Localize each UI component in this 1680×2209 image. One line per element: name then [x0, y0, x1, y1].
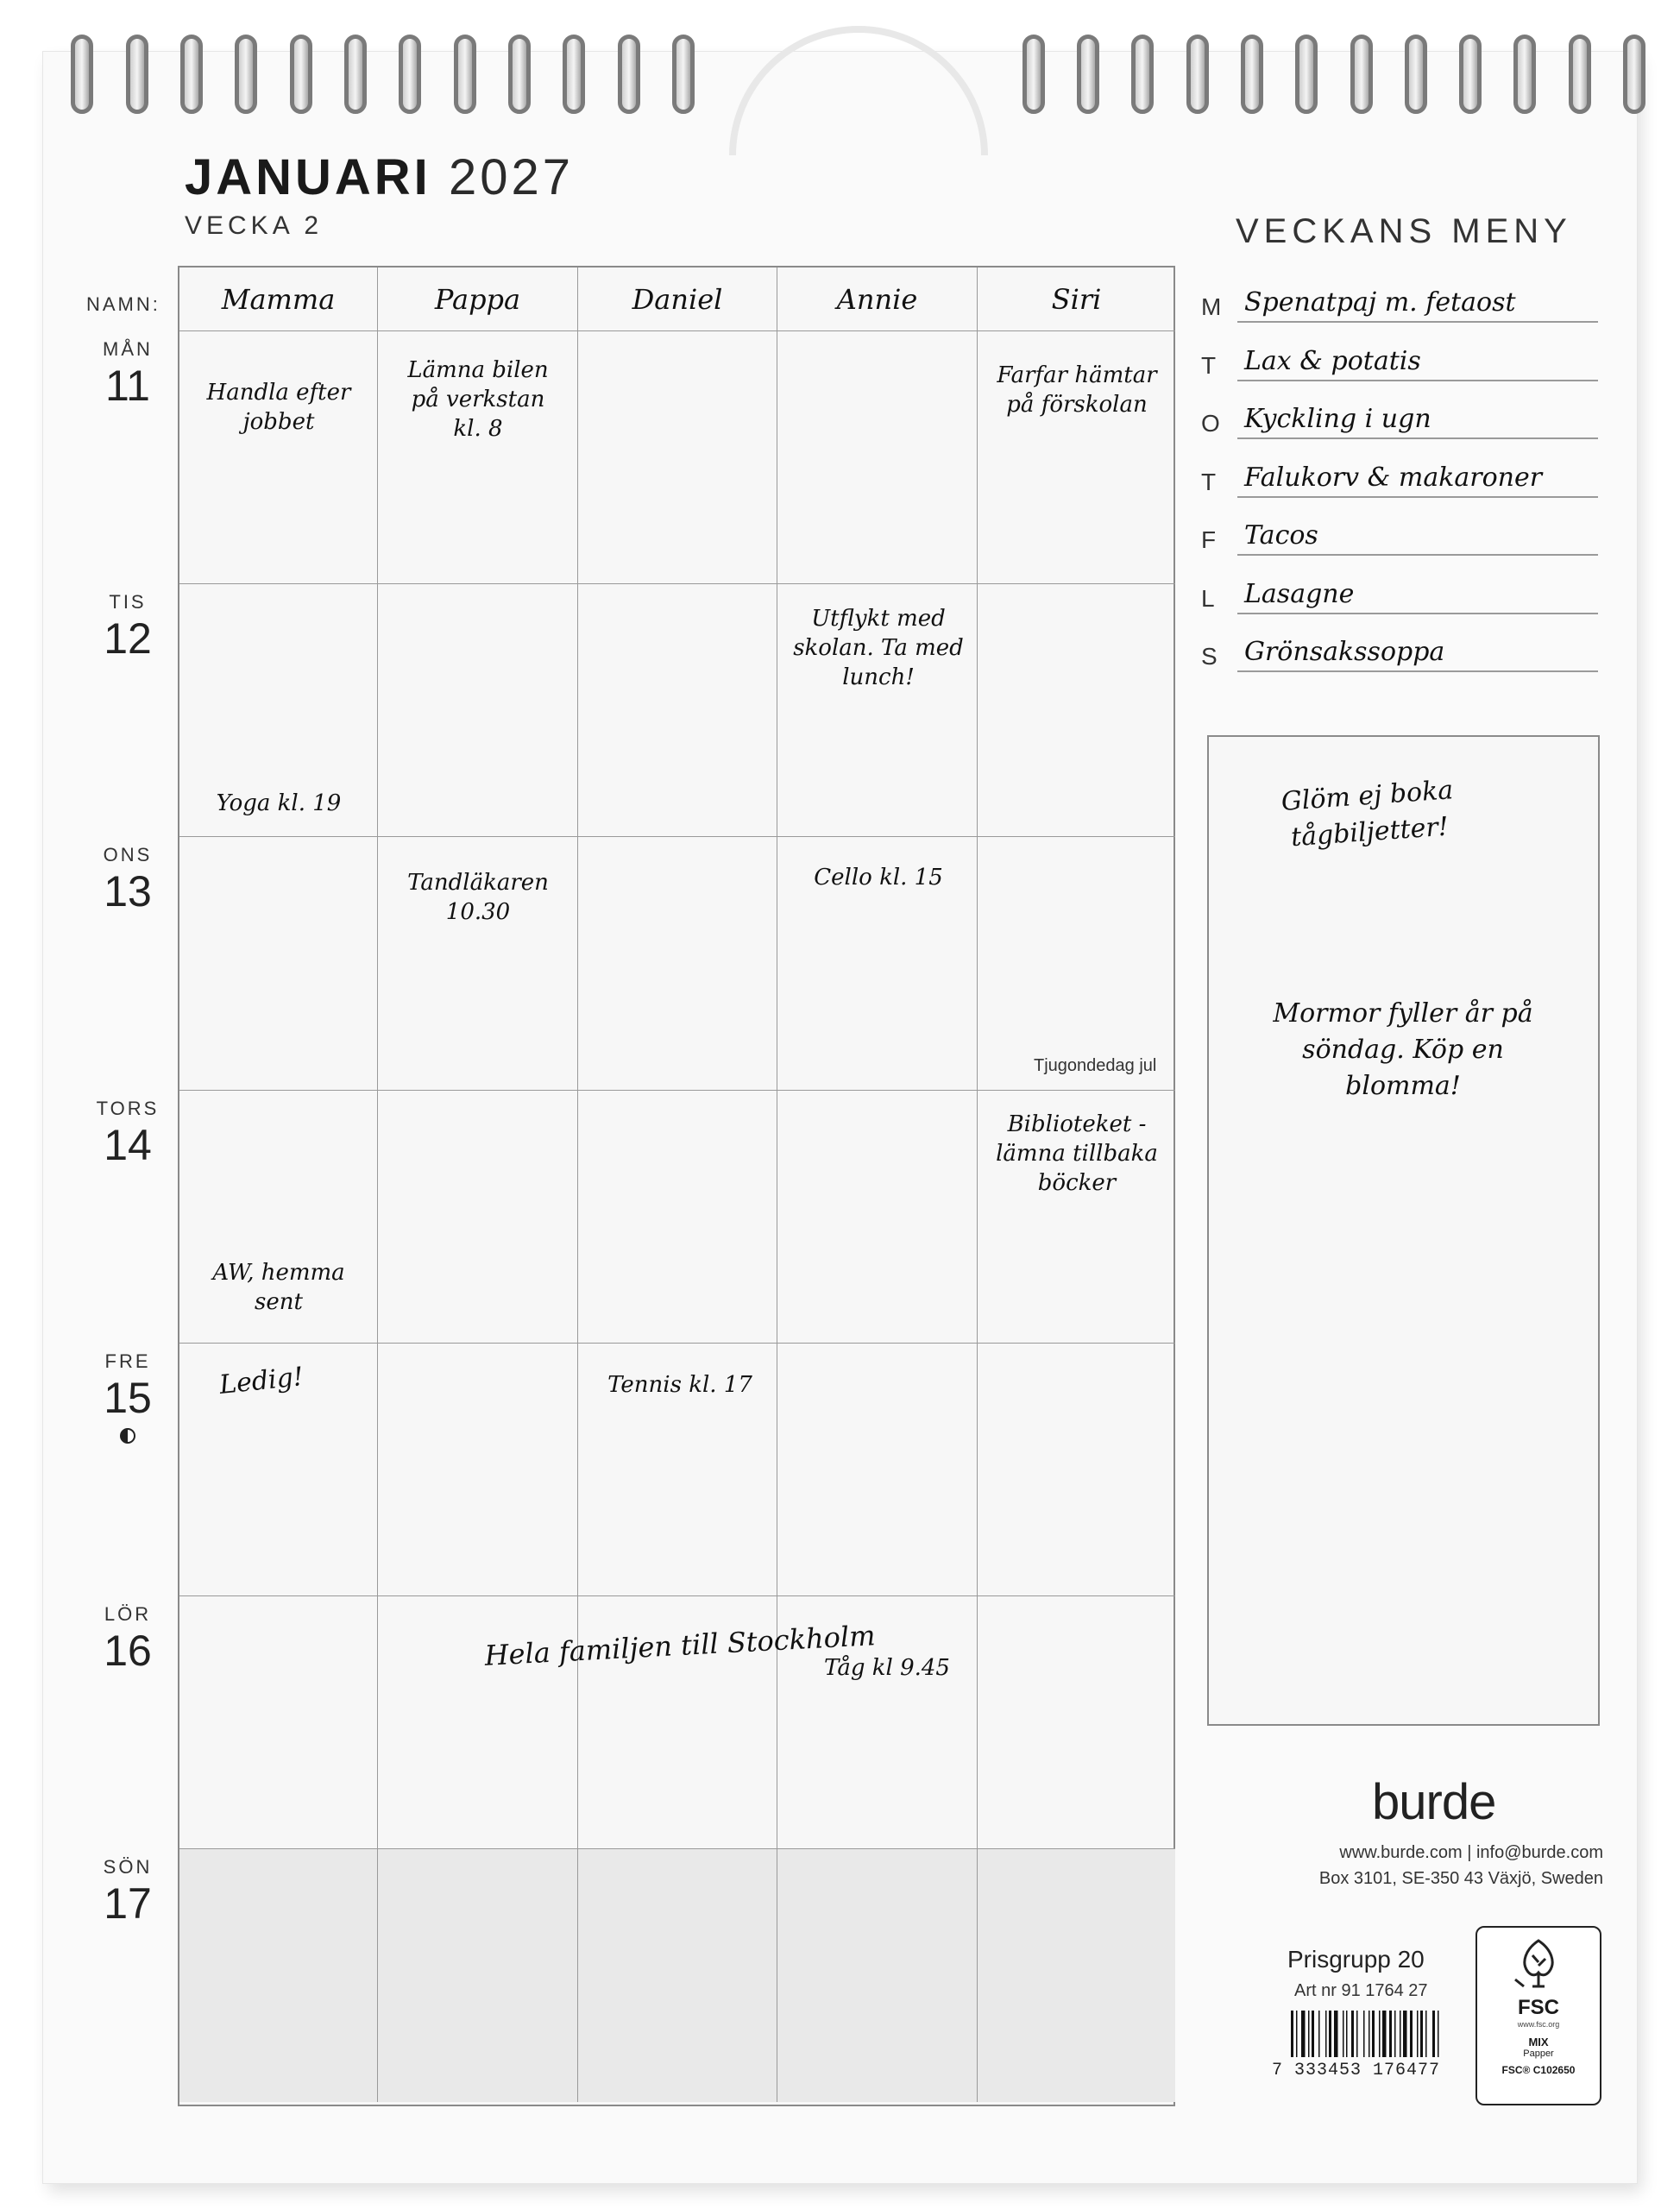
day-cell[interactable]: [378, 1091, 578, 1344]
barcode-bar: [1334, 2011, 1338, 2057]
day-cell[interactable]: [978, 837, 1175, 1090]
spiral-coil: [1077, 35, 1099, 114]
menu-row[interactable]: [1201, 347, 1598, 381]
ean-number: 7 333453 176477: [1272, 2061, 1441, 2080]
fsc-badge: [1476, 1926, 1601, 2105]
barcode-bar: [1301, 2011, 1306, 2057]
spiral-coil: [1623, 35, 1645, 114]
day-cell[interactable]: [378, 1849, 578, 2102]
day-cell[interactable]: [777, 1849, 978, 2102]
menu-dish: Lax & potatis: [1244, 345, 1421, 376]
spiral-coil: [290, 35, 312, 114]
barcode-bar: [1318, 2011, 1320, 2057]
day-cell[interactable]: [578, 1849, 777, 2102]
day-name: FRE: [104, 1350, 151, 1372]
price-group: Prisgrupp 20: [1287, 1946, 1425, 1973]
barcode-bar: [1291, 2011, 1293, 2057]
note-tue-mamma[interactable]: Yoga kl. 19: [216, 790, 342, 816]
spiral-coil: [563, 35, 585, 114]
day-cell[interactable]: [179, 837, 378, 1090]
day-cell[interactable]: [578, 331, 777, 584]
menu-row[interactable]: [1201, 638, 1598, 672]
day-cell[interactable]: [378, 584, 578, 837]
holiday-label: Tjugondedag jul: [1034, 1056, 1157, 1075]
spiral-coil: [399, 35, 421, 114]
day-date: 15: [104, 1373, 152, 1422]
menu-line: [1237, 380, 1598, 381]
day-date: 17: [104, 1879, 152, 1929]
month-label: JANUARI: [185, 149, 431, 205]
menu-line: [1237, 613, 1598, 614]
menu-line: [1237, 321, 1598, 323]
week-grid: [178, 266, 1175, 2106]
day-cell[interactable]: [578, 1091, 777, 1344]
day-name: ONS: [103, 844, 153, 866]
hanger-hook: [729, 26, 988, 155]
day-date: 11: [105, 362, 150, 410]
week-label: VECKA 2: [185, 211, 324, 240]
spiral-coil: [454, 35, 476, 114]
day-cell[interactable]: [777, 1091, 978, 1344]
note-mon-siri[interactable]: Farfar hämtar på förskolan: [997, 362, 1157, 418]
fsc-tree-icon: [1508, 1936, 1569, 1988]
menu-day-letter: T: [1201, 351, 1217, 379]
menu-row[interactable]: [1201, 288, 1598, 323]
day-cell[interactable]: [378, 1344, 578, 1596]
article-number: Art nr 91 1764 27: [1294, 1981, 1428, 2000]
barcode-bar: [1325, 2011, 1327, 2057]
spiral-coil: [344, 35, 367, 114]
spiral-coil: [672, 35, 695, 114]
barcode-bar: [1372, 2011, 1375, 2057]
barcode-bar: [1343, 2011, 1344, 2057]
barcode-bar: [1296, 2011, 1298, 2057]
column-header-pappa: Pappa: [378, 267, 578, 331]
side-note-tickets[interactable]: Glöm ej boka tågbiljetter!: [1280, 775, 1455, 853]
barcode-bar: [1369, 2011, 1370, 2057]
spiral-coil: [1131, 35, 1154, 114]
day-label: [85, 844, 171, 916]
spiral-coil: [235, 35, 257, 114]
fsc-mix: MIX: [1528, 2036, 1549, 2049]
day-cell[interactable]: [578, 837, 777, 1090]
page-title: [185, 148, 574, 206]
fsc-url: www.fsc.org: [1517, 2020, 1560, 2029]
spiral-coil: [1186, 35, 1209, 114]
notes-box: [1207, 735, 1600, 1726]
barcode-bar: [1363, 2011, 1365, 2057]
barcode-bar: [1329, 2011, 1331, 2057]
day-cell[interactable]: [978, 1596, 1175, 1849]
barcode-bar: [1432, 2011, 1435, 2057]
note-sat-train[interactable]: Tåg kl 9.45: [824, 1655, 950, 1681]
barcode-bar: [1420, 2011, 1423, 2057]
spiral-coil: [180, 35, 203, 114]
menu-dish: Kyckling i ugn: [1244, 404, 1431, 434]
brand-logo: burde: [1372, 1774, 1496, 1830]
day-cell[interactable]: [179, 1596, 378, 1849]
barcode-bar: [1351, 2011, 1354, 2057]
barcode-bar: [1346, 2011, 1348, 2057]
day-label: [85, 1350, 171, 1448]
menu-day-letter: M: [1201, 293, 1222, 320]
menu-line: [1237, 437, 1598, 439]
column-header-siri: Siri: [978, 267, 1175, 331]
note-wed-annie[interactable]: Cello kl. 15: [814, 865, 943, 891]
note-wed-pappa[interactable]: Tandläkaren 10.30: [407, 870, 549, 925]
day-name: TIS: [109, 591, 147, 614]
day-date: 12: [104, 614, 152, 664]
spiral-coil: [618, 35, 640, 114]
day-cell[interactable]: [978, 1344, 1175, 1596]
menu-row[interactable]: [1201, 405, 1598, 439]
menu-row[interactable]: [1201, 521, 1598, 556]
spiral-coil: [1513, 35, 1536, 114]
barcode-bar: [1356, 2011, 1358, 2057]
barcode-bar: [1308, 2011, 1310, 2057]
day-label: [85, 591, 171, 664]
barcode-icon: [1289, 2011, 1488, 2057]
fsc-code: FSC® C102650: [1501, 2064, 1576, 2076]
menu-title: VECKANS MENY: [1236, 212, 1572, 250]
contact-line-1: www.burde.com | info@burde.com: [1339, 1843, 1603, 1862]
day-cell[interactable]: [777, 331, 978, 584]
day-cell[interactable]: [978, 584, 1175, 837]
note-tue-annie[interactable]: Utflykt med skolan. Ta med lunch!: [793, 606, 964, 690]
spiral-coil: [1459, 35, 1482, 114]
spiral-coil: [1350, 35, 1373, 114]
note-mon-mamma[interactable]: Handla efter jobbet: [206, 380, 351, 435]
barcode-bar: [1403, 2011, 1407, 2057]
barcode-bar: [1410, 2011, 1413, 2057]
day-name: LÖR: [104, 1603, 152, 1625]
column-header-daniel: Daniel: [578, 267, 777, 331]
day-date: 14: [104, 1120, 152, 1169]
year-label: 2027: [448, 149, 574, 205]
note-thu-siri[interactable]: Biblioteket - lämna tillbaka böcker: [996, 1111, 1158, 1196]
barcode-bar: [1394, 2011, 1396, 2057]
barcode-bar: [1438, 2011, 1439, 2057]
spiral-coil: [1022, 35, 1045, 114]
menu-line: [1237, 496, 1598, 498]
day-cell[interactable]: [978, 1849, 1175, 2102]
day-cell[interactable]: [378, 1596, 578, 1849]
day-cell[interactable]: [179, 331, 378, 584]
title-block: [185, 148, 574, 241]
menu-day-letter: O: [1201, 410, 1220, 437]
menu-day-letter: S: [1201, 643, 1218, 670]
column-header-mamma: Mamma: [179, 267, 378, 331]
barcode-bar: [1425, 2011, 1427, 2057]
contact-info: [1275, 1840, 1603, 1891]
side-note-birthday[interactable]: Mormor fyller år på söndag. Köp en blomma!: [1273, 998, 1533, 1101]
menu-dish: Lasagne: [1244, 578, 1355, 609]
day-cell[interactable]: [179, 1849, 378, 2102]
barcode-bar: [1312, 2011, 1314, 2057]
note-fri-mamma[interactable]: Ledig!: [217, 1361, 305, 1401]
day-cell[interactable]: [777, 1344, 978, 1596]
menu-dish: Tacos: [1244, 520, 1318, 551]
menu-day-letter: L: [1201, 584, 1215, 612]
fsc-logo: FSC: [1518, 1996, 1559, 2019]
menu-line: [1237, 554, 1598, 556]
spiral-binding: [0, 17, 1680, 104]
day-name: MÅN: [103, 338, 153, 360]
menu-row[interactable]: [1201, 463, 1598, 498]
menu-dish: Spenatpaj m. fetaost: [1244, 287, 1516, 318]
day-cell[interactable]: [578, 584, 777, 837]
menu-row[interactable]: [1201, 580, 1598, 614]
names-label: NAMN:: [86, 293, 160, 315]
spiral-coil: [1241, 35, 1263, 114]
spiral-coil: [71, 35, 93, 114]
moon-phase-icon: [120, 1428, 135, 1444]
menu-dish: Falukorv & makaroner: [1244, 462, 1543, 493]
day-name: TORS: [96, 1097, 160, 1119]
barcode-bar: [1389, 2011, 1392, 2057]
barcode-bar: [1379, 2011, 1381, 2057]
day-label: [85, 1856, 171, 1929]
note-sat-family[interactable]: Hela familjen till Stockholm: [483, 1619, 877, 1672]
note-fri-daniel[interactable]: Tennis kl. 17: [607, 1372, 752, 1398]
column-header-annie: Annie: [777, 267, 978, 331]
spiral-coil: [1295, 35, 1318, 114]
barcode-bar: [1417, 2011, 1419, 2057]
barcode-bar: [1400, 2011, 1401, 2057]
menu-dish: Grönsakssoppa: [1244, 637, 1445, 667]
contact-line-2: Box 3101, SE-350 43 Växjö, Sweden: [1318, 1869, 1603, 1888]
note-thu-mamma[interactable]: AW, hemma sent: [212, 1260, 345, 1315]
day-date: 13: [104, 867, 152, 916]
spiral-coil: [126, 35, 148, 114]
note-mon-pappa[interactable]: Lämna bilen på verkstan kl. 8: [407, 357, 549, 442]
day-label: [85, 1098, 171, 1170]
spiral-coil: [1405, 35, 1427, 114]
day-label: [85, 1603, 171, 1676]
day-date: 16: [104, 1627, 152, 1675]
spiral-coil: [508, 35, 531, 114]
barcode-bar: [1382, 2011, 1387, 2057]
menu-day-letter: F: [1201, 526, 1217, 553]
menu-day-letter: T: [1201, 468, 1217, 495]
fsc-papper: Papper: [1523, 2049, 1554, 2059]
spiral-coil: [1569, 35, 1591, 114]
menu-line: [1237, 670, 1598, 672]
day-name: SÖN: [103, 1856, 153, 1879]
day-label: [85, 338, 171, 411]
